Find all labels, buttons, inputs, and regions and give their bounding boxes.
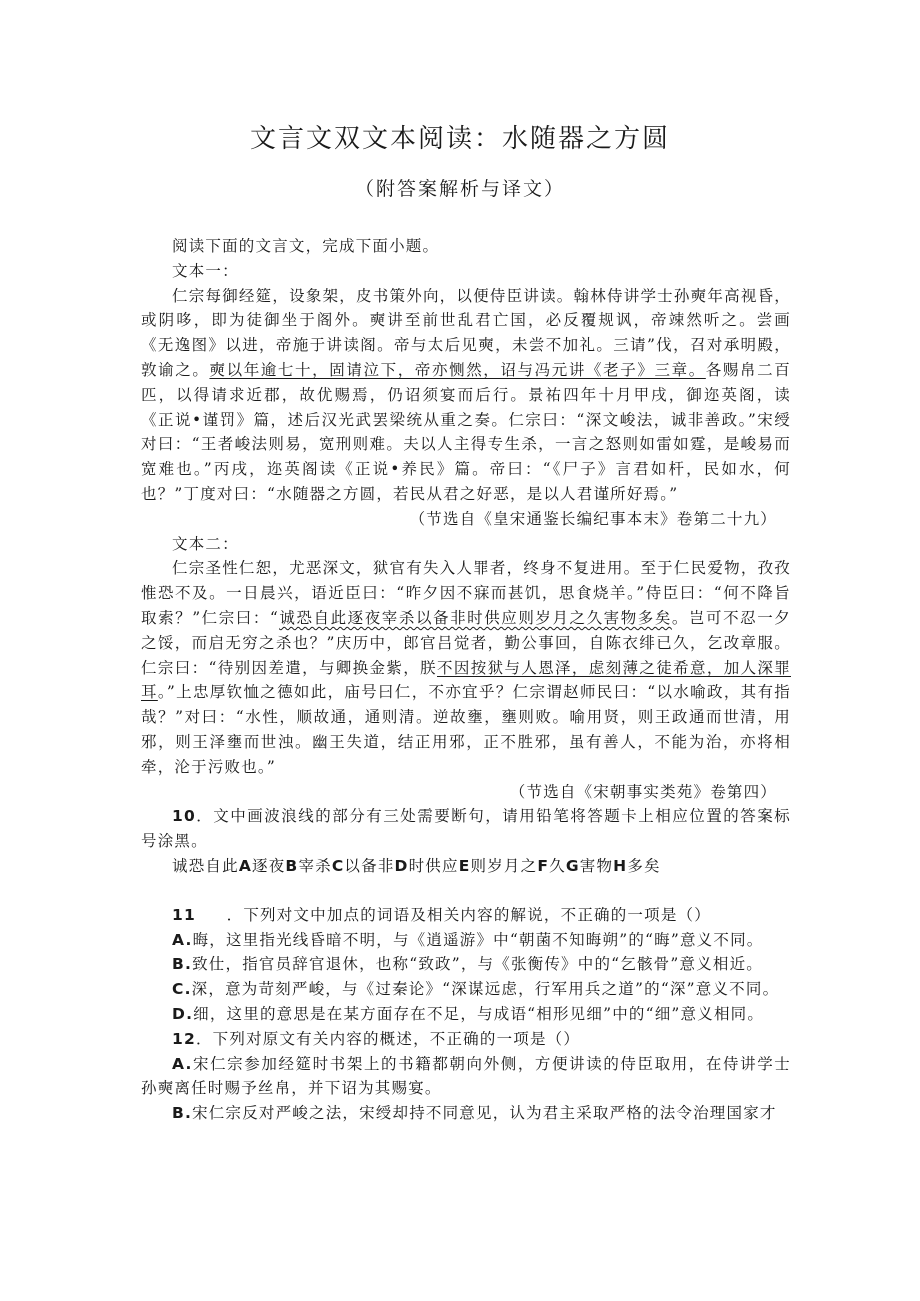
q12-option-a[interactable] [141,1052,791,1102]
q11-option-c-label: C. [172,980,192,999]
text2-wavy-sentence: 诚恐自此逐夜宰杀以备非时供应则岁月之久害物多矣 [279,608,672,627]
question-12-stem: ．下列对原文有关内容的概述，不正确的一项是（） [195,1029,581,1048]
q11-option-d-label: D. [172,1004,194,1023]
question-10-number: 10 [172,807,196,826]
answer-part-3: 宰杀 [298,856,332,875]
answer-part-2: 逐夜 [252,856,286,875]
q11-option-a[interactable] [141,928,791,953]
q11-option-c[interactable] [141,977,791,1002]
answer-mark-c[interactable]: C [331,856,345,875]
question-10-answer-line [141,854,791,879]
question-10-stem: ．文中画波浪线的部分有三处需要断句，请用铅笔将答题卡上相应位置的答案标号涂黑。 [141,807,791,851]
text2-underlined-sentence: 不因按狱与人恩泽，虑刻薄之徒希意，加人深罪耳 [141,658,791,702]
q11-option-b[interactable] [141,952,791,977]
document-body [141,234,791,1126]
answer-mark-a[interactable]: A [238,856,253,875]
answer-mark-g[interactable]: G [565,856,580,875]
question-12 [141,1027,791,1052]
q11-option-b-label: B. [172,955,193,974]
intro-text: 阅读下面的文言文，完成下面小题。 [172,237,440,255]
answer-part-1: 诚恐自此 [172,856,239,875]
text2-seg2: 。岂可不忍一夕之馁，而启无穷之杀也？”庆历中，郎官吕觉者，勤公事回，自陈衣绯已久，乞改章服。仁宗曰：“待别因差遣，与卿换金紫，朕 [141,608,791,677]
text2-seg1: 仁宗圣性仁恕，尤恶深文，狱官有失入人罪者，终身不复进用。至于仁民爱物，孜孜惟恐不及。一日晨兴，语近臣曰：“昨夕因不寐而甚饥，思食烧羊。”侍臣曰：“何不降旨取索？”仁宗曰：“ [141,559,791,627]
q11-option-c-text: 深，意为苛刻严峻，与《过秦论》“深谋远虑，行军用兵之道”的“深”意义不同。 [191,980,780,999]
q11-option-a-label: A. [172,930,193,949]
answer-part-5: 时供应 [408,856,459,875]
answer-part-9: 多矣 [627,856,661,875]
answer-mark-d[interactable]: D [394,856,409,875]
question-11 [141,903,791,928]
q11-option-d-text: 细，这里的意思是在某方面存在不足，与成语“相形见细”中的“细”意义相同。 [193,1004,765,1023]
question-11-stem: ．下列对文中加点的词语及相关内容的解说，不正确的一项是（） [226,905,711,924]
question-11-number: 11 [172,905,196,924]
text1-label: 文本一： [172,261,239,280]
q11-option-a-text: 晦，这里指光线昏暗不明，与《逍遥游》中“朝菌不知晦朔”的“晦”意义不同。 [192,930,764,949]
question-12-number: 12 [172,1029,196,1048]
spacer [141,879,791,903]
answer-mark-h[interactable]: H [613,856,628,875]
page-title: 文言文双文本阅读：水随器之方圆 [249,124,670,154]
text1-seg1: 仁宗每御经筵，设象架，皮书策外向，以便侍臣讲读。翰林侍讲学士孙奭年高视昏，或阴哆，即为徒御坐于阁外。奭讲至前世乱君亡国，必反覆规讽，帝竦然听之。尝画《无逸图》以进，帝施于讲读阁。帝与太后见奭，未尝不加礼。三请”伐，召对承明殿，敦谕之。 [141,286,791,379]
q12-option-b-label: B. [172,1104,193,1123]
text1-paragraph [141,284,791,507]
text1-source: （节选自《皇宋通鉴长编纪事本末》卷第二十九） [409,509,777,528]
page-subtitle: （附答案解析与译文） [354,178,565,200]
answer-mark-e[interactable]: E [458,856,471,875]
q11-option-d[interactable] [141,1002,791,1027]
q12-option-b-text: 宋仁宗反对严峻之法，宋绶却持不同意见，认为君主采取严格的法令治理国家才 [192,1104,777,1123]
answer-part-4: 以备非 [344,856,395,875]
answer-mark-b[interactable]: B [285,856,299,875]
q12-option-a-label: A. [172,1054,193,1073]
answer-part-8: 害物 [579,856,614,875]
text1-seg2: 各赐帛二百匹，以得请求近郡，故优赐焉，仍诏须宴而后行。景祐四年十月甲戌，御迩英阁，读《正说•谨罚》篇，述后汉光武罢梁统从重之奏。仁宗曰：“深文峻法，诚非善政。”宋绶对曰：“王者峻法则易，宽刑则难。夫以人主得专生杀，一言之怒则如雷如霆，是峻易而宽难也。”丙戌，迩英阁读《正说•养民》篇。帝曰：“《尸子》言君如杆，民如水，何也？”丁度对曰：“水随器之方圆，若民从君之好恶，是以人君谨所好焉。” [141,360,791,503]
text2-source: （节选自《宋朝事实类苑》卷第四） [509,782,777,801]
q12-option-b[interactable] [141,1101,791,1126]
answer-mark-f[interactable]: F [537,856,550,875]
text2-seg3: 。”上忠厚钦恤之德如此，庙号曰仁，不亦宜乎？仁宗谓赵师民曰：“以水喻政，其有指哉？”对曰：“水性，顺故通，通则清。逆故壅，壅则败。喻用贤，则王政通而世清，用邪，则王泽壅而世浊。幽王失道，结正用邪，正不胜邪，虽有善人，不能为治，亦将相牵，沦于污败也。” [141,683,791,776]
text2-label: 文本二： [172,534,239,553]
q11-option-b-text: 致仕，指官员辞官退休，也称“致政”，与《张衡传》中的“乞骸骨”意义相近。 [192,955,764,974]
text2-paragraph [141,556,791,779]
q12-option-a-text: 宋仁宗参加经筵时书架上的书籍都朝向外侧，方便讲读的侍臣取用，在侍讲学士孙奭离任时赐予丝帛，并下诏为其赐宴。 [141,1054,791,1098]
answer-part-6: 则岁月之 [470,856,538,875]
text1-underlined-sentence: 奭以年逾七十，固请泣下，帝亦恻然，诏与冯元讲《老子》三章。 [209,360,706,379]
question-10 [141,804,791,854]
answer-part-7: 久 [549,856,566,875]
